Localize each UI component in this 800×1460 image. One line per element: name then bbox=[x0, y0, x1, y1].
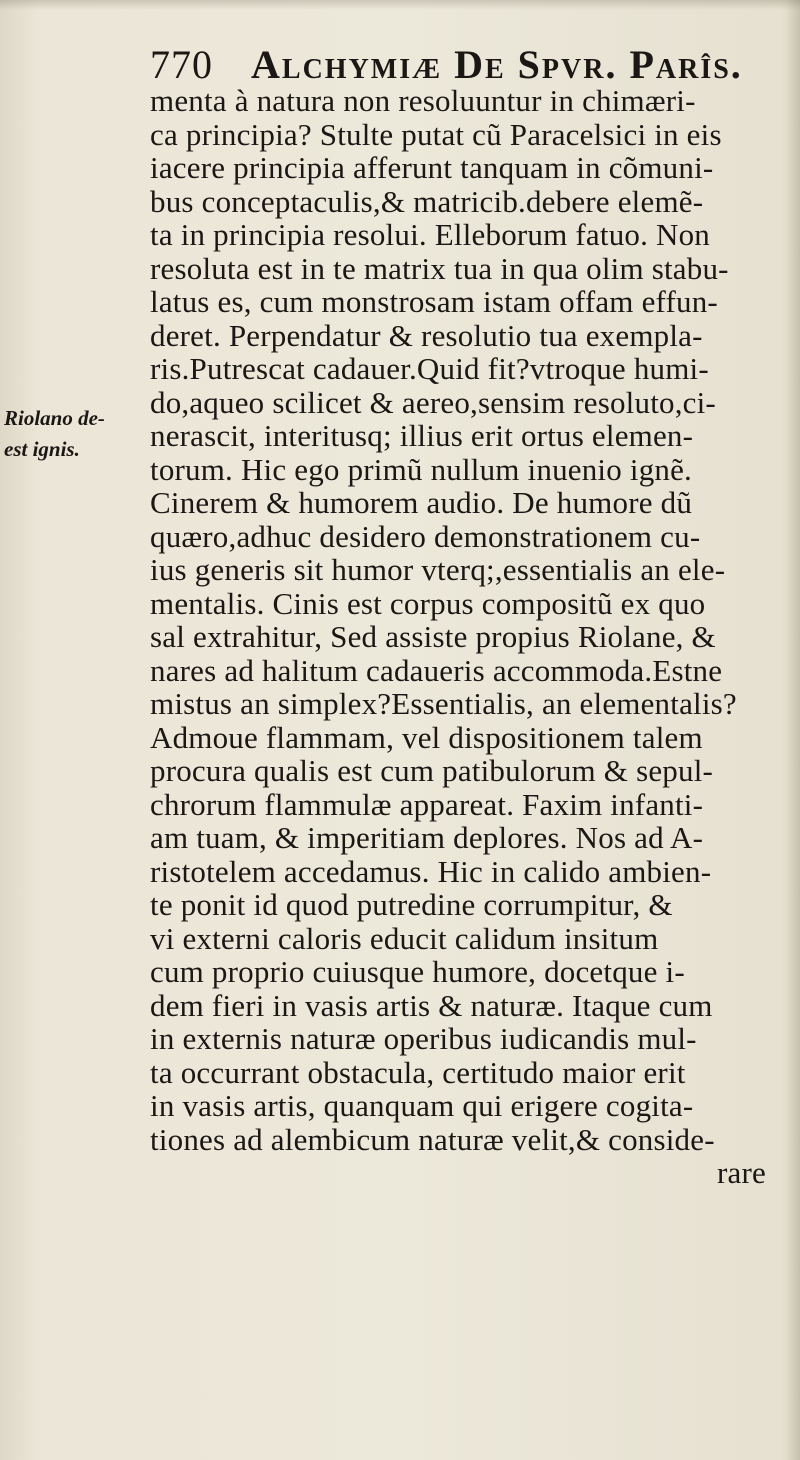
marginal-note bbox=[4, 403, 149, 465]
body-text bbox=[150, 84, 790, 1190]
text-line: am tuam, & imperitiam deplores. Nos ad A- bbox=[150, 820, 704, 855]
text-line: resoluta est in te matrix tua in qua olim stabu- bbox=[150, 250, 729, 286]
text-line: in vasis artis, quanquam qui erigere cogita- bbox=[150, 1088, 694, 1123]
running-title: Alchymiæ De Spvr. Parîs. bbox=[251, 42, 743, 87]
text-line: cum proprio cuiusque humore, docetque i- bbox=[150, 954, 685, 989]
text-line: quæro,adhuc desidero demonstrationem cu- bbox=[150, 518, 701, 554]
page-edge-shadow bbox=[0, 0, 800, 10]
text-line: chrorum flammulæ appareat. Faxim infanti- bbox=[150, 786, 704, 822]
text-line: deret. Perpendatur & resolutio tua exempla- bbox=[150, 317, 703, 353]
text-line: nerascit, interitusq; illius erit ortus elemen- bbox=[150, 418, 694, 453]
text-line: vi externi caloris educit calidum insitum bbox=[150, 920, 659, 956]
text-line: ca principia? Stulte putat cũ Paracelsici in eis bbox=[150, 116, 722, 152]
text-line: in externis naturæ operibus iudicandis mul- bbox=[150, 1021, 697, 1056]
page-gutter-shadow bbox=[786, 0, 800, 1460]
marginal-note-line: Riolano de- bbox=[4, 406, 105, 430]
text-line: iacere principia afferunt tanquam in cõmuni- bbox=[150, 150, 714, 185]
text-line: Cinerem & humorem audio. De humore dũ bbox=[150, 485, 693, 520]
text-line: ristotelem accedamus. Hic in calido ambien- bbox=[150, 853, 712, 889]
text-line: mentalis. Cinis est corpus compositũ ex quo bbox=[150, 585, 706, 621]
text-line: dem fieri in vasis artis & naturæ. Itaque cum bbox=[150, 987, 713, 1023]
text-line: sal extrahitur, Sed assiste propius Riolane, & bbox=[150, 619, 716, 654]
text-line: ius generis sit humor vterq;,essentialis an ele- bbox=[150, 552, 726, 587]
text-line: ta in principia resolui. Elleborum fatuo. Non bbox=[150, 217, 710, 252]
text-line: nares ad halitum cadaueris accommoda.Estne bbox=[150, 652, 723, 688]
text-line: tiones ad alembicum naturæ velit,& conside- bbox=[150, 1121, 715, 1157]
text-line: bus conceptaculis,& matricib.debere elemẽ- bbox=[150, 183, 704, 219]
text-line: ris.Putrescat cadauer.Quid fit?vtroque humi- bbox=[150, 351, 709, 386]
text-line: Admoue flammam, vel dispositionem talem bbox=[150, 719, 703, 755]
text-line: te ponit id quod putredine corrumpitur, & bbox=[150, 887, 673, 922]
catchword: rare bbox=[717, 1155, 766, 1190]
text-line: do,aqueo scilicet & aereo,sensim resoluto,ci- bbox=[150, 384, 716, 420]
text-line: latus es, cum monstrosam istam offam effun- bbox=[150, 284, 718, 319]
text-line: ta occurrant obstacula, certitudo maior erit bbox=[150, 1054, 686, 1090]
text-line: procura qualis est cum patibulorum & sepul- bbox=[150, 753, 714, 788]
text-line: menta à natura non resoluuntur in chimæri- bbox=[150, 83, 696, 118]
text-line: mistus an simplex?Essentialis, an elementalis? bbox=[150, 686, 737, 721]
text-line: torum. Hic ego primũ nullum inuenio ignẽ. bbox=[150, 451, 693, 487]
marginal-note-line: est ignis. bbox=[4, 437, 80, 461]
page-number: 770 bbox=[150, 42, 213, 87]
